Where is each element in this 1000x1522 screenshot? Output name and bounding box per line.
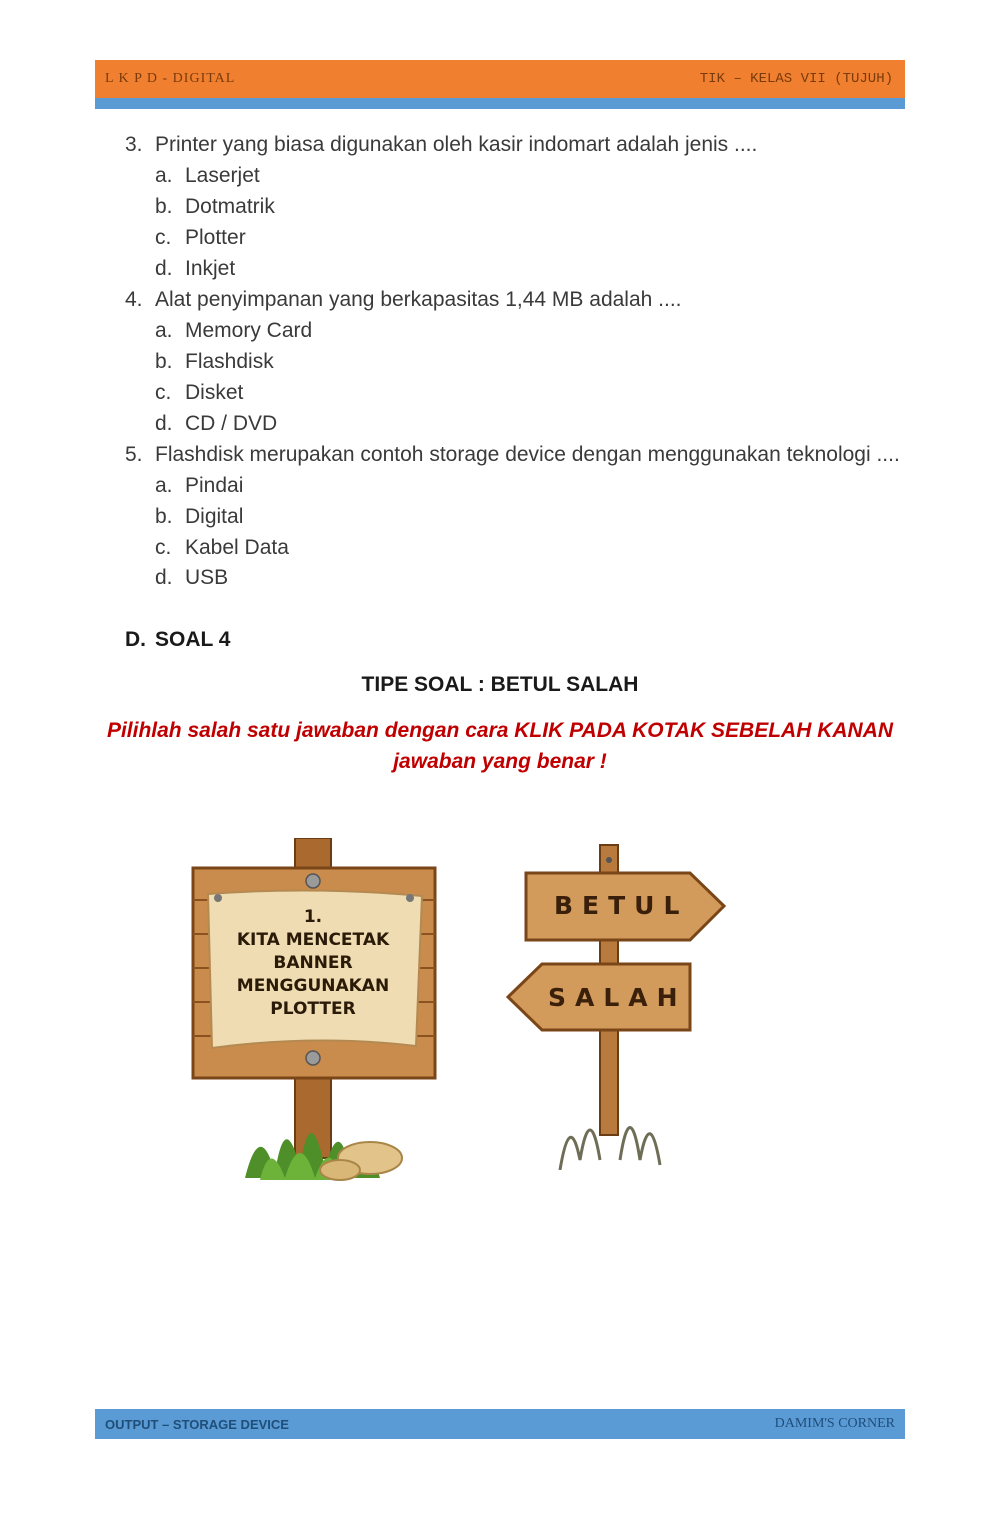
option-letter: d. — [155, 566, 173, 589]
section-letter: D. — [125, 628, 146, 651]
option-text: Kabel Data — [185, 536, 289, 559]
question-number: 4. — [125, 288, 143, 311]
option-text: Memory Card — [185, 319, 313, 342]
instruction-line-1: Pilihlah salah satu jawaban dengan cara KLIK PADA KOTAK SEBELAH KANAN — [106, 719, 894, 742]
option-text: Dotmatrik — [185, 195, 275, 218]
page-header — [95, 60, 905, 98]
question-number: 3. — [125, 133, 143, 156]
salah-label[interactable]: SALAH — [548, 983, 687, 1012]
instruction-line-2: jawaban yang benar ! — [393, 750, 607, 773]
statement-number: 1. — [303, 907, 323, 927]
option-text: Disket — [185, 381, 244, 404]
option-text: Inkjet — [185, 257, 236, 280]
footer-right-text: DAMIM'S CORNER — [774, 1416, 895, 1431]
option-letter: a. — [155, 164, 173, 187]
option-letter: c. — [155, 536, 172, 559]
option-letter: b. — [155, 350, 173, 373]
option-letter: d. — [155, 257, 173, 280]
option-letter: c. — [155, 381, 172, 404]
page-footer — [95, 1409, 905, 1439]
option-text: Plotter — [185, 226, 246, 249]
betul-label[interactable]: BETUL — [554, 891, 689, 920]
option-text: USB — [185, 566, 229, 589]
option-letter: a. — [155, 319, 173, 342]
statement-line: KITA MENCETAK — [236, 930, 390, 950]
question-type-title: TIPE SOAL : BETUL SALAH — [361, 673, 639, 696]
option-letter: b. — [155, 505, 173, 528]
statement-line: BANNER — [273, 953, 353, 973]
option-letter: a. — [155, 474, 173, 497]
option-text: Flashdisk — [185, 350, 274, 373]
header-left-text: L K P D - DIGITAL — [105, 71, 236, 86]
option-letter: c. — [155, 226, 172, 249]
statement-line: MENGGUNAKAN — [236, 976, 390, 996]
option-text: Laserjet — [185, 164, 260, 187]
question-text: Flashdisk merupakan contoh storage device dengan menggunakan teknologi .... — [155, 443, 900, 466]
footer-left-text: OUTPUT – STORAGE DEVICE — [105, 1417, 289, 1432]
question-text: Alat penyimpanan yang berkapasitas 1,44 MB adalah .... — [155, 288, 682, 311]
option-letter: d. — [155, 412, 173, 435]
statement-line: PLOTTER — [270, 999, 356, 1019]
header-right-text: TIK – KELAS VII (TUJUH) — [699, 71, 893, 87]
section-heading — [125, 628, 231, 652]
statement-board — [218, 906, 408, 1021]
option-text: Pindai — [185, 474, 244, 497]
header-stripe — [95, 98, 905, 109]
question-number: 5. — [125, 443, 143, 466]
question-text: Printer yang biasa digunakan oleh kasir indomart adalah jenis .... — [155, 133, 758, 156]
section-title: SOAL 4 — [155, 628, 231, 651]
option-letter: b. — [155, 195, 173, 218]
option-text: CD / DVD — [185, 412, 278, 435]
option-text: Digital — [185, 505, 244, 528]
